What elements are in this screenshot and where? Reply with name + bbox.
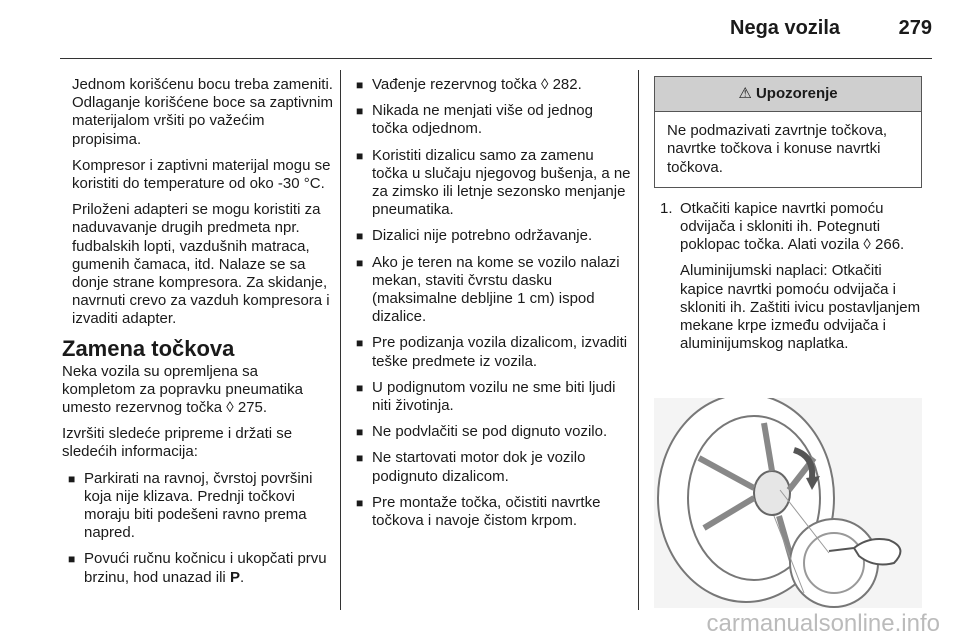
warning-box bbox=[654, 76, 922, 188]
column-2 bbox=[356, 76, 632, 538]
bullet-icon: ■ bbox=[356, 148, 364, 163]
list-item: ■ Koristiti dizalicu samo za zamenu točka u slučaju njegovog bušenja, a ne za zimsko ili letnje sezonsko menjanje pneumatika. bbox=[356, 146, 631, 219]
warning-header bbox=[655, 77, 921, 112]
wheel-drawing bbox=[654, 398, 922, 608]
bullet-icon: ■ bbox=[356, 495, 364, 510]
list-item: ■ Ako je teren na kome se vozilo nalazi mekan, staviti čvrstu dasku (maksimalne debljine 1 cm) ispod dizalice. bbox=[356, 253, 620, 326]
column-divider-2 bbox=[638, 70, 639, 610]
step-text: Otkačiti kapice navrtki pomoću odvijača i skloniti ih. Potegnuti poklopac točka. Alati vozila ◊ 266. bbox=[680, 199, 905, 254]
step-number: 1. bbox=[660, 199, 673, 217]
column-divider-1 bbox=[340, 70, 341, 610]
bullet-icon: ■ bbox=[356, 425, 364, 440]
numbered-step bbox=[654, 200, 922, 354]
bullet-icon: ■ bbox=[356, 78, 364, 92]
list-item: ■ Pre montaže točka, očistiti navrtke točkova i navoje čistom krpom. bbox=[356, 493, 601, 530]
watermark: carmanualsonline.info bbox=[706, 610, 940, 637]
list-item: ■ Ne startovati motor dok je vozilo podignuto dizalicom. bbox=[356, 449, 586, 485]
page-number: 279 bbox=[898, 17, 932, 39]
paragraph: Izvršiti sledeće pripreme i držati se sledećih informacija: bbox=[62, 425, 293, 461]
list-item: ■ Povući ručnu kočnicu i ukopčati prvu brzinu, hod unazad ili P. bbox=[68, 550, 327, 586]
warning-icon: ⚠ bbox=[738, 85, 752, 102]
bullet-icon: ■ bbox=[356, 336, 364, 351]
paragraph: Priloženi adapteri se mogu koristiti za naduvavanje drugih predmeta npr. fudbalskih lopti, vazdušnih matraca, gumenih čamaca, itd. Nalaze se sa donje strane kompresora. Za skidanje, navrnuti crevo za vazduh kompresora i izvaditi adapter. bbox=[72, 201, 330, 328]
column-3 bbox=[654, 76, 922, 353]
list-item: ■ U podignutom vozilu ne sme biti ljudi niti životinja. bbox=[356, 378, 616, 415]
list-item: ■ Nikada ne menjati više od jednog točka odjednom. bbox=[356, 102, 593, 138]
paragraph: Jednom korišćenu bocu treba zameniti. Odlaganje korišćene boce sa zaptivnim materijalom vršiti po važećim propisima. bbox=[72, 76, 333, 148]
list-item: ■ Pre podizanja vozila dizalicom, izvaditi teške predmete iz vozila. bbox=[356, 334, 628, 370]
paragraph: Kompresor i zaptivni materijal mogu se koristiti do temperature od oko -30 °C. bbox=[72, 156, 331, 193]
bullet-icon: ■ bbox=[356, 104, 364, 119]
page-title: Nega vozila bbox=[730, 17, 841, 39]
wheel-illustration bbox=[654, 398, 922, 608]
section-heading: Zamena točkova bbox=[62, 335, 235, 361]
list-item: ■ Parkirati na ravnoj, čvrstoj površini koja nije klizava. Prednji točkovi moraju biti podešeni ravno prema napred. bbox=[68, 469, 313, 542]
list-item: ■ Ne podvlačiti se pod dignuto vozilo. bbox=[356, 423, 608, 441]
warning-text: Ne podmazivati zavrtnje točkova, navrtke točkova i konuse navrtki točkova. bbox=[667, 122, 888, 176]
warning-title: Upozorenje bbox=[755, 85, 838, 102]
paragraph: Neka vozila su opremljena sa kompletom za popravku pneumatika umesto rezervnog točka ◊ 275. bbox=[62, 362, 303, 417]
list-item: ■ Dizalici nije potrebno održavanje. bbox=[356, 227, 593, 245]
bullet-icon: ■ bbox=[356, 255, 364, 270]
step-subtext: Aluminijumski naplaci: Otkačiti kapice navrtki pomoću odvijača i skloniti ih. Zaštiti ivicu postavljanjem mekane krpe između odvijača i aluminijumskog naplatka. bbox=[680, 262, 921, 353]
bullet-icon: ■ bbox=[356, 229, 364, 244]
column-1 bbox=[62, 76, 334, 595]
header-rule bbox=[60, 58, 932, 59]
bullet-icon: ■ bbox=[68, 471, 76, 486]
bullet-icon: ■ bbox=[68, 552, 76, 567]
list-item: ■ Vađenje rezervnog točka ◊ 282. bbox=[356, 76, 582, 93]
bullet-icon: ■ bbox=[356, 380, 364, 395]
bullet-icon: ■ bbox=[356, 451, 364, 466]
